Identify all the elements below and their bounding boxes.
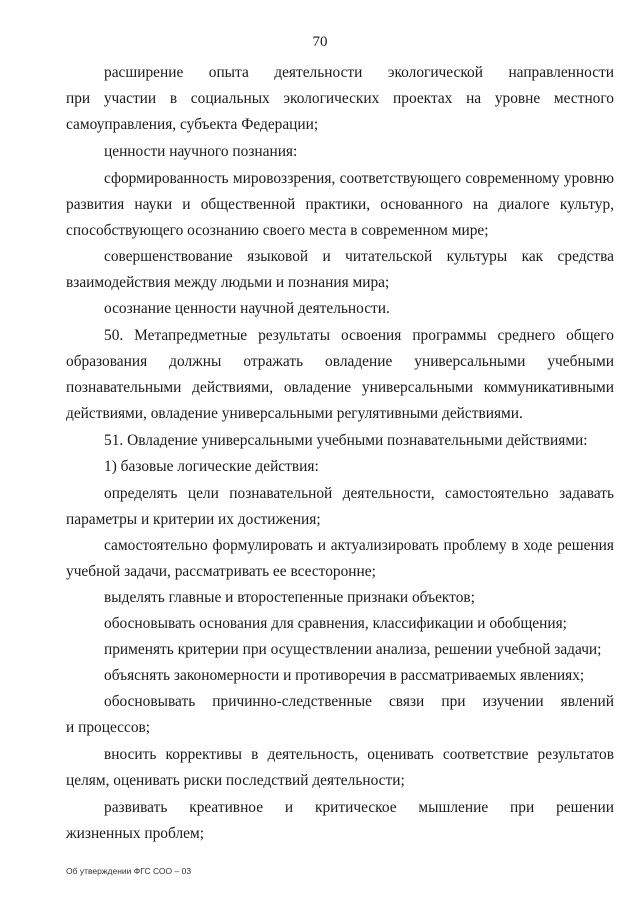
text-line: развивать креативное и критическое мышление при решении xyxy=(104,799,614,816)
text-line: развития науки и общественной практики, основанного на диалоге культур, xyxy=(66,196,614,213)
text-line: и процессов; xyxy=(66,719,151,736)
text-line: самоуправления, субъекта Федерации; xyxy=(66,116,319,133)
text-line: целям, оценивать риски последствий деятельности; xyxy=(66,772,405,789)
text-line: 51. Овладение универсальными учебными познавательными действиями: xyxy=(104,432,588,449)
text-line: расширение опыта деятельности экологической направленности xyxy=(104,64,614,81)
text-line: образования должны отражать овладение универсальными учебными xyxy=(66,353,614,370)
page-number: 70 xyxy=(312,34,328,50)
text-line: совершенствование языковой и читательской культуры как средства xyxy=(104,248,614,265)
section-heading: ценности научного познания: xyxy=(104,143,298,160)
text-line: при участии в социальных экологических проектах на уровне местного xyxy=(66,90,614,107)
text-line: объяснять закономерности и противоречия в рассматриваемых явлениях; xyxy=(104,667,585,684)
text-line: жизненных проблем; xyxy=(66,825,204,842)
text-line: 50. Метапредметные результаты освоения программы среднего общего xyxy=(104,327,614,344)
text-line: выделять главные и второстепенные признаки объектов; xyxy=(104,589,475,606)
footer-note: Об утверждении ФГС СОО – 03 xyxy=(66,866,192,876)
text-line: осознание ценности научной деятельности. xyxy=(104,300,390,317)
text-line: параметры и критерии их достижения; xyxy=(66,511,321,528)
text-line: обосновывать основания для сравнения, классификации и обобщения; xyxy=(104,615,567,632)
text-line: познавательными действиями, овладение универсальными коммуникативными xyxy=(66,379,614,396)
text-line: взаимодействия между людьми и познания мира; xyxy=(66,274,390,291)
text-line: вносить коррективы в деятельность, оценивать соответствие результатов xyxy=(104,746,614,763)
text-line: обосновывать причинно-следственные связи при изучении явлений xyxy=(104,693,614,710)
text-line: сформированность мировоззрения, соответствующего современному уровню xyxy=(104,170,614,187)
text-line: способствующего осознанию своего места в современном мире; xyxy=(66,222,489,239)
text-line: применять критерии при осуществлении анализа, решении учебной задачи; xyxy=(104,641,602,658)
text-line: действиями, овладение универсальными регулятивными действиями. xyxy=(66,405,523,422)
text-line: самостоятельно формулировать и актуализировать проблему в ходе решения xyxy=(104,537,614,554)
list-heading: 1) базовые логические действия: xyxy=(104,458,319,475)
text-line: определять цели познавательной деятельности, самостоятельно задавать xyxy=(104,485,614,502)
text-line: учебной задачи, рассматривать ее всесторонне; xyxy=(66,563,376,580)
